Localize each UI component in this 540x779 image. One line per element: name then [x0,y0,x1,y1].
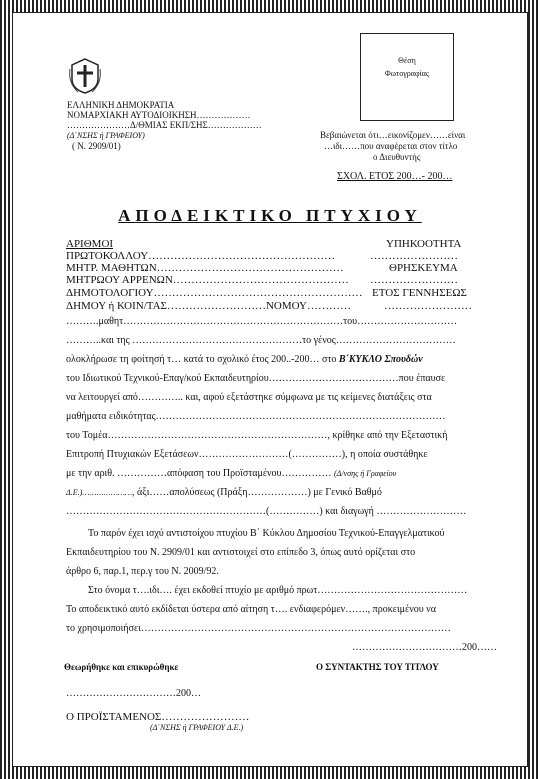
verify-line-2: …ιδι……που αναφέρεται στον τίτλο [324,141,458,151]
verified-label: Θεωρήθηκε και επικυρώθηκε [64,662,179,672]
use-line: το χρησιμοποιήσει………………………………………………………………………………… [66,623,451,634]
office-label: (Δ΄ΝΣΗΣ ή ΓΡΑΦΕΙΟΥ) [67,131,145,140]
body-line-1: ……….μαθητ…………………………………………………………του………………………… [66,316,458,327]
birth-year-dots: …………………… [384,300,472,312]
citizenship-dots: …………………… [370,250,458,262]
body-line-9 [66,468,396,479]
cycle-label: Β΄ΚΥΚΛΟ Σπουδών [338,354,423,365]
republic-label: ΕΛΛΗΝΙΚΗ ΔΗΜΟΚΡΑΤΙΑ [67,100,175,110]
religion-dots: …………………… [370,274,458,286]
body-line-7: του Τομέα…………………………………………………………, κρίθηκε από την Εξεταστική [66,430,448,441]
numbers-heading: ΑΡΙΘΜΟΙ [66,238,114,250]
greek-emblem-icon [68,57,102,95]
body-line-10 [66,487,382,498]
student-register-field: ΜΗΤΡ. ΜΑΘΗΤΩΝ…………………………………………… [66,262,344,274]
office-note-end: Δ.Ε.)………………… [66,488,133,497]
chief-office-note: (Δ΄ΝΣΗΣ ή ΓΡΑΦΕΙΟΥ Δ.Ε.) [150,723,244,732]
body-line-3 [66,354,423,365]
body-line-2: ………..και της ……………………………………………το γένος……………………………… [66,335,456,346]
verified-date: ……………………………200… [66,688,201,699]
body-line-5: να λειτουργεί από………….. και, αφού εξετάστηκε σύμφωνα με τις κείμενες διατάξεις στα [66,392,432,403]
male-register-field: ΜΗΤΡΩΟΥ ΑΡΡΕΝΩΝ………………………………………… [66,274,349,286]
validity-line-2: Εκπαιδευτηρίου του Ν. 2909/01 και αντιστοιχεί στο επίπεδο 3, όπως αυτό ορίζεται στο [66,547,416,558]
body-line-6: μαθήματα ειδικότητας…………………………………………………………………………… [66,411,446,422]
municipal-register-field: ΔΗΜΟΤΟΛΟΓΙΟΥ………………………………………………… [66,287,363,299]
body-line-3-text: ολοκλήρωσε τη φοίτησή τ… κατά το σχολικό έτος 200..-200… στο [66,354,339,365]
religion-label: ΘΡΗΣΚΕΥΜΑ [389,262,458,274]
verify-line-1: Βεβαιώνεται ότι…εικονίζομεν……είναι [320,130,466,140]
body-line-11: ……………………………………………………(……………) και διαγωγή ……………………… [66,506,467,517]
law-label: ( Ν. 2909/01) [72,141,121,151]
photo-placeholder [360,33,454,121]
birth-year-label: ΕΤΟΣ ΓΕΝΝΗΣΕΩΣ [372,287,467,299]
photo-label-2: Φωτογραφίας [384,69,430,78]
citizenship-label: ΥΠΗΚΟΟΤΗΤΑ [386,238,462,250]
prefecture-label: ΝΟΜΑΡΧΙΑΚΗ ΑΥΤΟΔΙΟΙΚΗΣΗ……………… [67,110,251,120]
school-year: ΣΧΟΛ. ΕΤΟΣ 200…- 200… [337,171,453,182]
body-line-4: του Ιδιωτικού Τεχνικού-Επαγ/κού Εκπαιδευτηρίου…………………………………που έπαυσε [66,373,446,384]
protocol-field: ΠΡΩΤΟΚΟΛΛΟΥ…………………………………………… [66,250,336,262]
municipality-field: ΔΗΜΟΥ ή ΚΟΙΝ/ΤΑΣ………………………ΝΟΜΟΥ………… [66,300,351,312]
directorate-label: …………………Δ/ΘΜΙΑΣ ΕΚΠ/ΣΗΣ……………… [67,120,262,130]
body-line-8: Επιτροπή Πτυχιακών Εξετάσεων………………………(……………), η οποία συστάθηκε [66,449,428,460]
photo-label-1: Θέση [398,56,416,65]
issue-date: ……………………………200…… [352,642,497,653]
validity-line-3: άρθρο 6, παρ.1, περ.γ του Ν. 2009/92. [66,566,219,577]
request-line: Το αποδεικτικό αυτό εκδίδεται ύστερα από αίτηση τ…. ενδιαφερόμεν……., προκειμένου να [66,604,436,615]
body-line-9-text: με την αριθ. ……………απόφαση του Προϊσταμένου…………… [66,468,335,479]
body-line-10-text: , άξι……απολύσεως (Πράξη………………) με Γενικό Βαθμό [132,487,382,498]
author-label: Ο ΣΥΝΤΑΚΤΗΣ ΤΟΥ ΤΙΤΛΟΥ [316,662,439,672]
chief-label: Ο ΠΡΟΪΣΤΑΜΕΝΟΣ…………………… [66,711,250,723]
office-note: (Δ/νσης ή Γραφείου [334,469,397,478]
validity-line-1: Το παρόν έχει ισχύ αντιστοίχου πτυχίου Β΄ Κύκλου Δημοσίου Τεχνικού-Επαγγελματικού [88,528,445,539]
verify-line-3: ο Διευθυντής [373,152,421,162]
document-title: ΑΠΟΔΕΙΚΤΙΚΟ ΠΤΥΧΙΟΥ [118,206,422,225]
issued-line: Στο όνομα τ….ιδι…. έχει εκδοθεί πτυχίο με αριθμό πρωτ……………………………………… [88,585,468,596]
